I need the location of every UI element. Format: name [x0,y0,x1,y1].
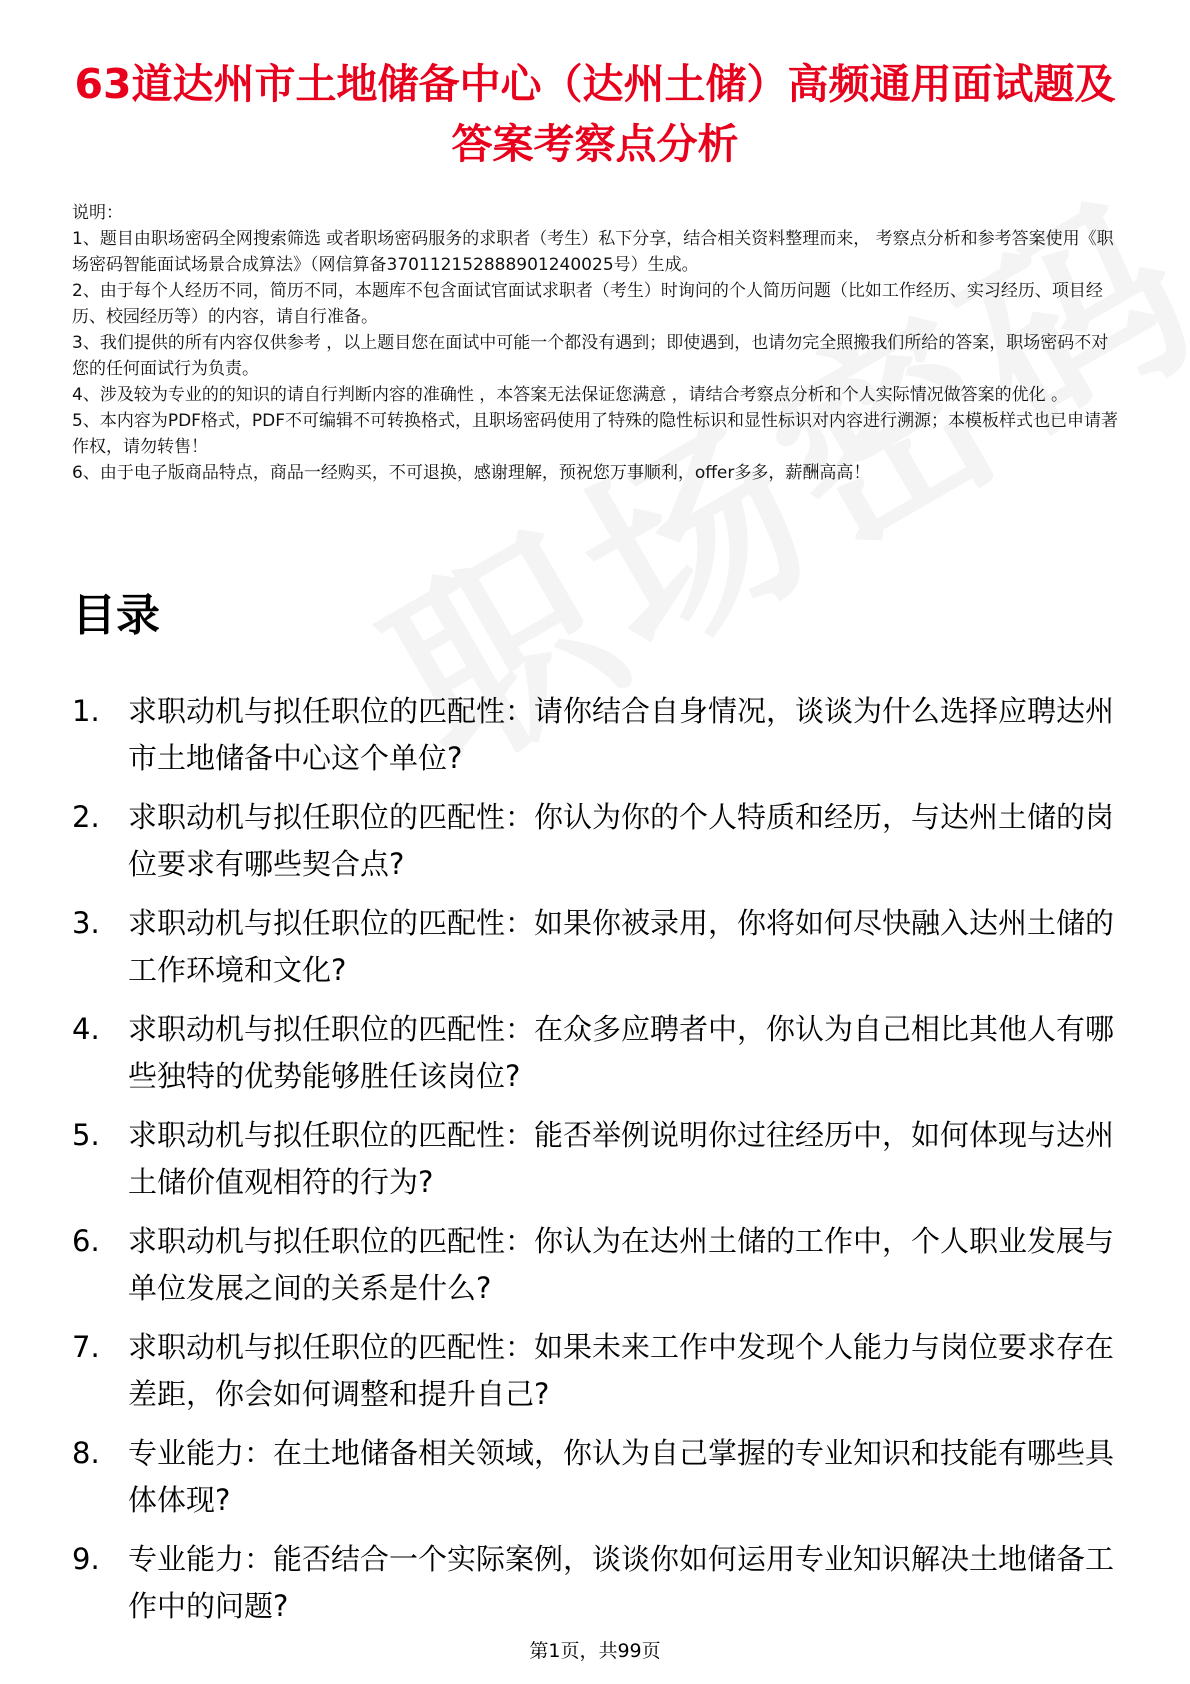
toc-item[interactable] [72,900,1132,994]
toc-item[interactable] [72,1006,1132,1100]
toc-list [72,688,1132,1642]
toc-item-text: 专业能力：能否结合一个实际案例，谈谈你如何运用专业知识解决土地储备工作中的问题? [128,1542,1115,1623]
toc-item[interactable] [72,1324,1132,1418]
toc-item-text: 求职动机与拟任职位的匹配性：能否举例说明你过往经历中，如何体现与达州土储价值观相符的行为? [128,1118,1115,1199]
toc-item-number: 4. [72,1012,100,1046]
toc-item-text: 求职动机与拟任职位的匹配性：你认为你的个人特质和经历，与达州土储的岗位要求有哪些契合点? [128,800,1115,881]
note-item: 3、我们提供的所有内容仅供参考 ，以上题目您在面试中可能一个都没有遇到；即使遇到，也请勿完全照搬我们所给的答案，职场密码不对您的任何面试行为负责。 [72,333,1109,379]
toc-item-text: 求职动机与拟任职位的匹配性：请你结合自身情况，谈谈为什么选择应聘达州市土地储备中心这个单位? [128,694,1115,775]
toc-item-number: 6. [72,1224,100,1258]
toc-item[interactable] [72,1112,1132,1206]
page-footer: 第1页，共99页 [529,1640,661,1662]
toc-item-number: 5. [72,1118,100,1152]
toc-item-number: 7. [72,1330,100,1364]
note-item: 5、本内容为PDF格式，PDF不可编辑不可转换格式，且职场密码使用了特殊的隐性标识和显性标识对内容进行溯源；本模板样式也已申请著作权，请勿转售！ [72,411,1119,457]
toc-item-text: 专业能力：在土地储备相关领域，你认为自己掌握的专业知识和技能有哪些具体体现? [128,1436,1115,1517]
document-title: 63道达州市土地储备中心（达州土储）高频通用面试题及答案考察点分析 [74,60,1116,168]
toc-heading: 目录 [72,590,160,641]
toc-item-number: 3. [72,906,100,940]
toc-item-text: 求职动机与拟任职位的匹配性：你认为在达州土储的工作中，个人职业发展与单位发展之间的关系是什么? [128,1224,1115,1305]
toc-item-number: 1. [72,694,100,728]
note-item: 2、由于每个人经历不同，简历不同，本题库不包含面试官面试求职者（考生）时询问的个人简历问题（比如工作经历、实习经历、项目经历、校园经历等）的内容，请自行准备。 [72,281,1103,327]
toc-item-text: 求职动机与拟任职位的匹配性：如果你被录用，你将如何尽快融入达州土储的工作环境和文化? [128,906,1115,987]
toc-item-number: 2. [72,800,100,834]
note-item: 1、题目由职场密码全网搜索筛选 或者职场密码服务的求职者（考生）私下分享，结合相关资料整理而来， 考察点分析和参考答案使用《职场密码智能面试场景合成算法》（网信算备370112152888901240025号）生成。 [72,229,1114,275]
notes-heading: 说明： [72,203,123,223]
toc-item[interactable] [72,1430,1132,1524]
note-item: 6、由于电子版商品特点，商品一经购买，不可退换，感谢理解，预祝您万事顺利，offer多多，薪酬高高！ [72,463,871,483]
toc-item-text: 求职动机与拟任职位的匹配性：在众多应聘者中，你认为自己相比其他人有哪些独特的优势能够胜任该岗位? [128,1012,1115,1093]
toc-item-text: 求职动机与拟任职位的匹配性：如果未来工作中发现个人能力与岗位要求存在差距，你会如何调整和提升自己? [128,1330,1115,1411]
toc-item[interactable] [72,1218,1132,1312]
toc-item[interactable] [72,688,1132,782]
toc-item[interactable] [72,794,1132,888]
toc-item[interactable] [72,1536,1132,1630]
note-item: 4、涉及较为专业的的知识的请自行判断内容的准确性 ，本答案无法保证您满意 ，请结合考察点分析和个人实际情况做答案的优化 。 [72,385,1069,405]
toc-item-number: 8. [72,1436,100,1470]
notes-section [72,200,1122,486]
toc-item-number: 9. [72,1542,100,1576]
